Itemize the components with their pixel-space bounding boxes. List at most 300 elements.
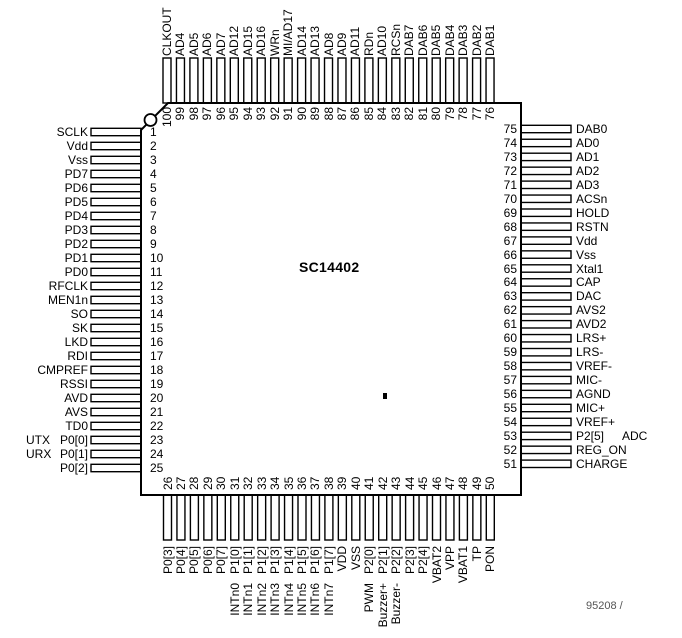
pin-number-36: 36 <box>295 476 309 490</box>
pin-lead-45 <box>419 495 427 540</box>
pin-number-19: 19 <box>150 377 164 391</box>
pin-number-17: 17 <box>150 349 164 363</box>
pin-number-89: 89 <box>308 107 323 121</box>
pin-lead-7 <box>91 212 141 219</box>
pin-lead-100 <box>163 58 171 103</box>
pin-lead-93 <box>257 58 265 103</box>
pin-label-82: DAB7 <box>402 24 417 56</box>
pin-label-19: RSSI <box>59 377 88 391</box>
pin-number-75: 75 <box>503 122 517 136</box>
pin-number-26: 26 <box>160 476 175 490</box>
pin-label-73: AD1 <box>576 149 600 164</box>
pin-number-56: 56 <box>503 387 517 402</box>
pin-number-43: 43 <box>389 476 404 490</box>
chip-name-label: SC14402 <box>299 259 360 275</box>
pin-label-49: TP <box>469 546 484 562</box>
pin-alt-label-35: INTn4 <box>281 583 296 616</box>
pin-number-92: 92 <box>267 107 282 121</box>
pin-label-88: AD8 <box>321 32 336 56</box>
pin-label-47: VPP <box>442 546 457 571</box>
pin-number-57: 57 <box>503 373 517 388</box>
pin-number-73: 73 <box>503 149 517 164</box>
pin-lead-21 <box>91 408 141 415</box>
pin-number-34: 34 <box>268 476 283 490</box>
pin-number-40: 40 <box>348 476 363 490</box>
pin-lead-39 <box>338 495 346 540</box>
pin-lead-62 <box>521 307 571 314</box>
pin-label-17: RDI <box>67 349 88 363</box>
pin-lead-34 <box>271 495 279 540</box>
pin-label-7: PD4 <box>64 209 88 223</box>
pin-label-80: DAB5 <box>429 24 444 56</box>
pin-number-21: 21 <box>150 405 164 419</box>
pin-label-100: CLKOUT <box>160 7 174 56</box>
pin-number-78: 78 <box>456 107 471 121</box>
pin-label-75: DAB0 <box>576 122 608 136</box>
pin-number-24: 24 <box>150 447 164 461</box>
pin-number-42: 42 <box>375 476 390 490</box>
pin-number-45: 45 <box>416 476 431 490</box>
pin-label-33: P1[2] <box>254 546 269 575</box>
pin-label-20: AVD <box>64 391 88 405</box>
pin-lead-79 <box>446 58 454 103</box>
pin-label-29: P0[6] <box>200 546 215 575</box>
pin-lead-60 <box>521 335 571 342</box>
pin-lead-50 <box>486 495 494 540</box>
pin-number-70: 70 <box>503 191 517 206</box>
pin-lead-54 <box>521 418 571 425</box>
pin-label-15: SK <box>71 321 88 335</box>
pin-number-83: 83 <box>388 107 403 121</box>
pin-lead-89 <box>311 58 319 103</box>
pin-label-58: VREF- <box>576 359 612 374</box>
pin-lead-69 <box>521 209 571 216</box>
pin-label-23: P0[0] <box>59 433 88 447</box>
pin-label-77: DAB2 <box>469 24 484 56</box>
pin-number-2: 2 <box>150 139 157 153</box>
pin-number-63: 63 <box>503 289 517 304</box>
pin-lead-64 <box>521 279 571 286</box>
pin-label-97: AD6 <box>200 32 215 56</box>
pin-number-88: 88 <box>321 107 336 121</box>
pin-lead-25 <box>91 464 141 471</box>
pin-number-76: 76 <box>483 107 498 121</box>
pin-number-74: 74 <box>503 135 517 150</box>
pin-label-60: LRS+ <box>576 331 607 346</box>
pin-label-36: P1[5] <box>295 546 309 575</box>
pin-number-51: 51 <box>503 456 517 471</box>
pin-lead-85 <box>365 58 373 103</box>
pin-number-18: 18 <box>150 363 164 377</box>
pin-label-67: Vdd <box>576 233 598 248</box>
pin-lead-14 <box>91 310 141 317</box>
pin-lead-90 <box>298 58 306 103</box>
figure-number: 95208 / <box>586 600 623 612</box>
pin-number-47: 47 <box>442 476 457 490</box>
pin-lead-9 <box>91 240 141 247</box>
pin-number-23: 23 <box>150 433 164 447</box>
pin-lead-4 <box>91 170 141 177</box>
pin-lead-42 <box>379 495 387 540</box>
pin-number-72: 72 <box>503 163 517 178</box>
pin-lead-92 <box>271 58 279 103</box>
pin-label-72: AD2 <box>576 163 600 178</box>
pin-number-11: 11 <box>150 265 163 279</box>
pin-alt-label-37: INTn6 <box>308 583 323 616</box>
pin-number-71: 71 <box>503 177 517 192</box>
pin-number-99: 99 <box>173 107 188 121</box>
pin-label-94: AD15 <box>240 25 255 56</box>
pin-label-86: AD11 <box>348 26 363 56</box>
pin-number-12: 12 <box>150 279 164 293</box>
pin-label-14: SO <box>70 307 88 321</box>
pin-alt-label-41: PWM <box>362 583 377 613</box>
pin-label-76: DAB1 <box>483 24 498 56</box>
pin-lead-17 <box>91 352 141 359</box>
pin-label-46: VBAT2 <box>429 546 444 584</box>
pin-number-59: 59 <box>503 345 517 360</box>
pin-number-90: 90 <box>294 107 309 121</box>
pin-number-77: 77 <box>469 107 484 121</box>
pin-number-62: 62 <box>503 303 517 318</box>
pin-lead-29 <box>204 495 212 540</box>
pin-lead-58 <box>521 362 571 369</box>
pin-lead-72 <box>521 167 571 174</box>
pin-lead-27 <box>177 495 185 540</box>
pin-label-48: VBAT1 <box>456 546 471 584</box>
pin-number-95: 95 <box>227 107 242 121</box>
pin-lead-77 <box>473 58 481 103</box>
pin-lead-81 <box>419 58 427 103</box>
pin-label-64: CAP <box>576 275 601 290</box>
pin-label-16: LKD <box>64 335 88 349</box>
pin-number-69: 69 <box>503 205 517 220</box>
pin-lead-84 <box>378 58 386 103</box>
pin-alt-label-31: INTn0 <box>227 583 242 616</box>
pin-lead-28 <box>190 495 198 540</box>
pin-label-32: P1[1] <box>241 546 256 575</box>
pin-lead-32 <box>244 495 252 540</box>
pin-label-59: LRS- <box>576 345 604 360</box>
pin-label-71: AD3 <box>576 177 600 192</box>
pin-label-79: DAB4 <box>442 24 457 56</box>
pin-alt-label-43: Buzzer- <box>389 583 404 625</box>
pin-lead-97 <box>203 58 211 103</box>
pin-lead-61 <box>521 321 571 328</box>
pin-lead-59 <box>521 349 571 356</box>
pin-lead-49 <box>473 495 481 540</box>
pin-number-68: 68 <box>503 219 517 234</box>
pin-number-31: 31 <box>227 476 242 490</box>
pin-alt-label-33: INTn2 <box>254 583 269 616</box>
pin-number-15: 15 <box>150 321 164 335</box>
pin-label-31: P1[0] <box>227 546 242 575</box>
pin-label-45: P2[4] <box>416 546 431 575</box>
pin-label-38: P1[7] <box>321 546 336 575</box>
pin-label-81: DAB6 <box>415 24 430 56</box>
pin-label-57: MIC- <box>576 373 602 388</box>
pin-lead-57 <box>521 376 571 383</box>
pin-number-32: 32 <box>241 476 256 490</box>
pin-number-37: 37 <box>308 476 323 490</box>
pin-label-50: PON <box>483 546 498 573</box>
pin-label-35: P1[4] <box>281 546 296 575</box>
pin-label-93: AD16 <box>254 25 269 56</box>
pin-number-98: 98 <box>186 107 201 121</box>
pin-label-95: AD12 <box>227 25 242 56</box>
pin-lead-53 <box>521 432 571 439</box>
chip-body <box>141 103 521 495</box>
pin-number-30: 30 <box>214 476 229 490</box>
pin-label-69: HOLD <box>576 205 610 220</box>
pin-number-61: 61 <box>503 317 517 332</box>
pin-number-94: 94 <box>240 107 255 121</box>
pin-alt-label-32: INTn1 <box>241 583 256 616</box>
pin-number-66: 66 <box>503 247 517 262</box>
pin-lead-88 <box>325 58 333 103</box>
pin-number-7: 7 <box>150 209 157 223</box>
pin-lead-68 <box>521 223 571 230</box>
pin-number-22: 22 <box>150 419 164 433</box>
pin-label-39: VDD <box>335 546 350 572</box>
pin-lead-11 <box>91 268 141 275</box>
pin-number-82: 82 <box>402 107 417 121</box>
pin-lead-86 <box>351 58 359 103</box>
pin-lead-19 <box>91 380 141 387</box>
pin-lead-30 <box>217 495 225 540</box>
pin-label-63: DAC <box>576 289 602 304</box>
pin-lead-13 <box>91 296 141 303</box>
pin-lead-36 <box>298 495 306 540</box>
pin-lead-78 <box>459 58 467 103</box>
pin-label-24: P0[1] <box>59 447 88 461</box>
pin-lead-20 <box>91 394 141 401</box>
pin-number-85: 85 <box>361 107 376 121</box>
pin-number-52: 52 <box>503 442 517 457</box>
pin-number-65: 65 <box>503 261 517 276</box>
pin-lead-82 <box>405 58 413 103</box>
pin-label-61: AVD2 <box>576 317 607 332</box>
pin-lead-74 <box>521 139 571 146</box>
pin-number-6: 6 <box>150 195 157 209</box>
pin-lead-23 <box>91 436 141 443</box>
pin-number-54: 54 <box>503 414 517 429</box>
pin-lead-5 <box>91 184 141 191</box>
pin-lead-37 <box>311 495 319 540</box>
pin-number-25: 25 <box>150 461 164 475</box>
pin-number-4: 4 <box>150 167 157 181</box>
pin-lead-83 <box>392 58 400 103</box>
pin-lead-47 <box>446 495 454 540</box>
pin-number-3: 3 <box>150 153 157 167</box>
pin-label-9: PD2 <box>64 237 88 251</box>
pin-lead-22 <box>91 422 141 429</box>
pin-label-6: PD5 <box>64 195 88 209</box>
pin-lead-67 <box>521 237 571 244</box>
pin-lead-66 <box>521 251 571 258</box>
pin-lead-38 <box>325 495 333 540</box>
pin-label-12: RFCLK <box>48 279 88 293</box>
pin-label-55: MIC+ <box>576 401 606 415</box>
pin-lead-98 <box>190 58 198 103</box>
pin-number-46: 46 <box>429 476 444 490</box>
pin-number-60: 60 <box>503 331 517 346</box>
pin-lead-71 <box>521 181 571 188</box>
pin-label-99: AD4 <box>173 32 188 56</box>
pin-lead-8 <box>91 226 141 233</box>
pin-label-25: P0[2] <box>59 461 88 475</box>
pin-number-10: 10 <box>150 251 164 265</box>
pin-number-44: 44 <box>402 476 417 490</box>
pin-lead-18 <box>91 366 141 373</box>
pin-lead-96 <box>217 58 225 103</box>
pin-number-35: 35 <box>281 476 296 490</box>
pin-number-64: 64 <box>503 275 517 290</box>
pin-label-3: Vss <box>67 153 88 167</box>
pin-lead-41 <box>365 495 373 540</box>
pin-lead-70 <box>521 195 571 202</box>
pin-number-41: 41 <box>362 476 377 490</box>
pin-label-8: PD3 <box>64 223 88 237</box>
pin-number-96: 96 <box>213 107 228 121</box>
pin-label-84: AD10 <box>375 25 390 56</box>
pin-number-50: 50 <box>483 476 498 490</box>
pin-label-37: P1[6] <box>308 546 323 575</box>
pin-number-33: 33 <box>254 476 269 490</box>
pin-alt-label-38: INTn7 <box>321 583 336 616</box>
pin-label-90: AD14 <box>294 25 309 56</box>
pin-label-89: AD13 <box>308 25 323 56</box>
pin-alt-label-53: ADC <box>622 428 648 443</box>
pin-label-53: P2[5] <box>576 428 605 443</box>
pin-lead-6 <box>91 198 141 205</box>
pin-label-87: AD9 <box>334 32 349 56</box>
pin-label-66: Vss <box>576 247 597 262</box>
pin-label-26: P0[3] <box>160 546 175 575</box>
pin-number-53: 53 <box>503 428 517 443</box>
pin-label-91: MI/AD17 <box>281 9 296 56</box>
stray-dot <box>383 393 387 399</box>
pin-label-2: Vdd <box>66 139 88 153</box>
pin-label-78: DAB3 <box>456 24 471 56</box>
pin-number-93: 93 <box>254 107 269 121</box>
pin-number-20: 20 <box>150 391 164 405</box>
pin-lead-15 <box>91 324 141 331</box>
pin-number-28: 28 <box>187 476 202 490</box>
pin-lead-63 <box>521 293 571 300</box>
pin-number-91: 91 <box>281 107 296 121</box>
pin-number-67: 67 <box>503 233 517 248</box>
pin-number-81: 81 <box>415 107 430 121</box>
pin-number-5: 5 <box>150 181 157 195</box>
pin-lead-55 <box>521 404 571 411</box>
pin-lead-76 <box>486 58 494 103</box>
pin-lead-87 <box>338 58 346 103</box>
pin-number-39: 39 <box>335 476 350 490</box>
pin-number-55: 55 <box>503 401 517 415</box>
pin-lead-35 <box>285 495 293 540</box>
pin-number-58: 58 <box>503 359 517 374</box>
pin-number-27: 27 <box>173 476 188 490</box>
pin-lead-51 <box>521 460 571 467</box>
pin-label-96: AD7 <box>213 32 228 56</box>
pin-number-48: 48 <box>456 476 471 490</box>
pin-label-34: P1[3] <box>268 546 283 575</box>
pin-label-13: MEN1n <box>47 293 88 307</box>
pin-number-1: 1 <box>150 125 157 139</box>
pin-alt-label-42: Buzzer+ <box>375 583 390 628</box>
pin-number-8: 8 <box>150 223 157 237</box>
pin-lead-99 <box>176 58 184 103</box>
pin-lead-43 <box>392 495 400 540</box>
pin-label-83: RCSn <box>388 23 403 56</box>
pin-number-80: 80 <box>429 107 444 121</box>
pin-number-100: 100 <box>160 107 174 128</box>
pin-lead-56 <box>521 390 571 397</box>
pin-label-11: PD0 <box>64 265 88 279</box>
pin-lead-46 <box>433 495 441 540</box>
pin-alt-label-24: URX <box>26 447 52 461</box>
pin-label-27: P0[4] <box>173 546 188 575</box>
pin-lead-31 <box>231 495 239 540</box>
pin-label-51: CHARGE <box>576 456 628 471</box>
pin-alt-label-34: INTn3 <box>268 583 283 616</box>
pin-label-98: AD5 <box>186 32 201 56</box>
pin-label-43: P2[2] <box>389 546 404 575</box>
pin-label-22: TD0 <box>65 419 88 433</box>
pin-number-38: 38 <box>321 476 336 490</box>
pin-label-56: AGND <box>576 387 611 402</box>
pin-lead-12 <box>91 282 141 289</box>
pin-label-42: P2[1] <box>375 546 390 575</box>
pin-label-40: VSS <box>348 546 363 571</box>
pin-label-74: AD0 <box>576 135 600 150</box>
pin-number-14: 14 <box>150 307 164 321</box>
pin-label-10: PD1 <box>64 251 88 265</box>
pin-number-9: 9 <box>150 237 157 251</box>
pin-label-65: Xtal1 <box>576 261 604 276</box>
pin-label-41: P2[0] <box>362 546 377 575</box>
pin-label-68: RSTN <box>576 219 609 234</box>
pin-label-70: ACSn <box>576 191 608 206</box>
pin-label-5: PD6 <box>64 181 88 195</box>
pin-lead-91 <box>284 58 292 103</box>
pin-lead-24 <box>91 450 141 457</box>
pin-label-4: PD7 <box>64 167 88 181</box>
pin-label-62: AVS2 <box>576 303 606 318</box>
pin-lead-75 <box>521 125 571 132</box>
pin-number-16: 16 <box>150 335 164 349</box>
pin-number-79: 79 <box>442 107 457 121</box>
pin-lead-2 <box>91 142 141 149</box>
pin-lead-94 <box>244 58 252 103</box>
pin-lead-16 <box>91 338 141 345</box>
pin-label-54: VREF+ <box>576 414 616 429</box>
pin-number-29: 29 <box>200 476 215 490</box>
pin-label-18: CMPREF <box>37 363 88 377</box>
pin-lead-65 <box>521 265 571 272</box>
pin-number-13: 13 <box>150 293 164 307</box>
pin-label-21: AVS <box>64 405 88 419</box>
pin-number-97: 97 <box>200 107 215 121</box>
pin-number-84: 84 <box>375 107 390 121</box>
pin-lead-95 <box>230 58 238 103</box>
pin-label-30: P0[7] <box>214 546 229 575</box>
pin-lead-48 <box>459 495 467 540</box>
pin-number-86: 86 <box>348 107 363 121</box>
pin-lead-3 <box>91 156 141 163</box>
pin-lead-10 <box>91 254 141 261</box>
